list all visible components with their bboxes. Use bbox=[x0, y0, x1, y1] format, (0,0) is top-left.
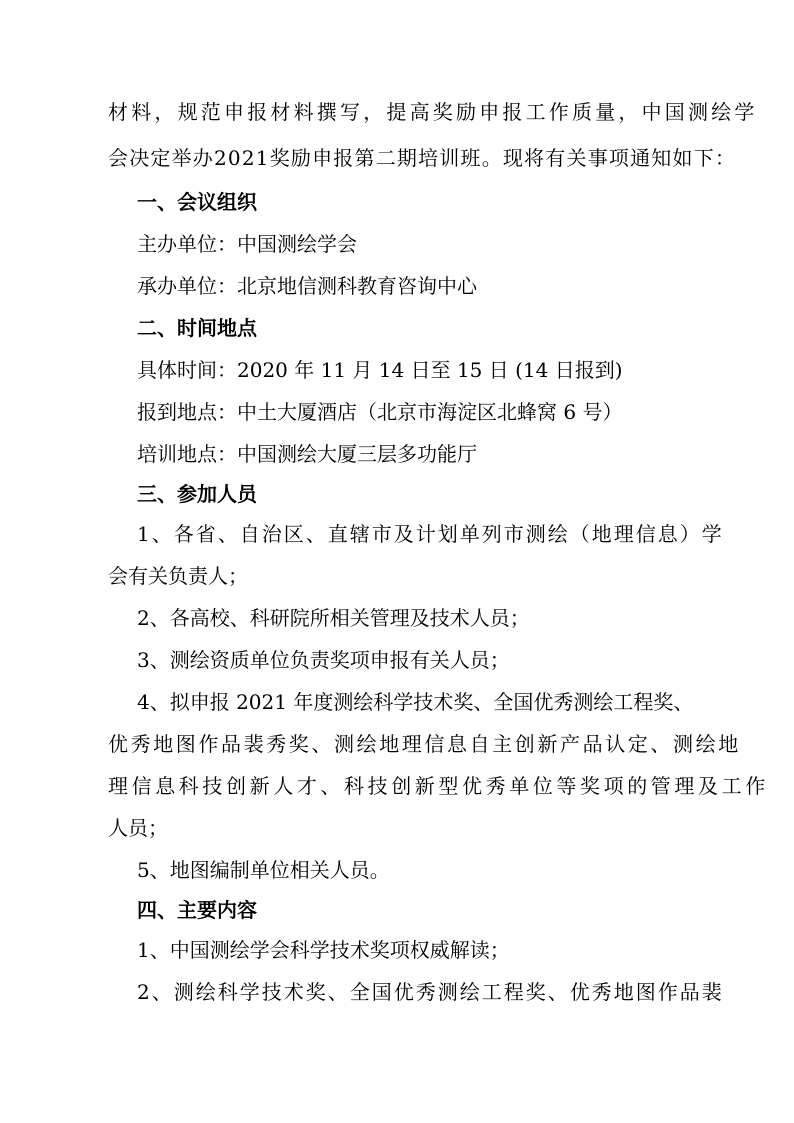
intro-line-2: 会决定举办2021奖励申报第二期培训班。现将有关事项通知如下： bbox=[108, 146, 737, 170]
participant-item-2: 2、各高校、科研院所相关管理及技术人员； bbox=[137, 606, 530, 630]
content-item-2-line-1: 2、测绘科学技术奖、全国优秀测绘工程奖、优秀地图作品裴 bbox=[137, 980, 724, 1004]
participant-item-4-line-4: 人员； bbox=[108, 816, 168, 840]
participant-item-4-line-3: 理信息科技创新人才、科技创新型优秀单位等奖项的管理及工作 bbox=[108, 774, 769, 798]
section-1-heading: 一、会议组织 bbox=[137, 190, 257, 214]
section-3-heading: 三、参加人员 bbox=[137, 482, 257, 506]
training-place: 培训地点：中国测绘大厦三层多功能厅 bbox=[137, 442, 477, 466]
participant-item-4-line-1: 4、拟申报 2021 年度测绘科学技术奖、全国优秀测绘工程奖、 bbox=[137, 690, 694, 714]
participant-item-1-line-1: 1、各省、自治区、直辖市及计划单列市测绘（地理信息）学 bbox=[137, 522, 724, 546]
host-unit: 主办单位：中国测绘学会 bbox=[137, 232, 357, 256]
section-4-heading: 四、主要内容 bbox=[137, 898, 257, 922]
participant-item-1-line-2: 会有关负责人； bbox=[108, 564, 248, 588]
section-2-heading: 二、时间地点 bbox=[137, 316, 257, 340]
participant-item-4-line-2: 优秀地图作品裴秀奖、测绘地理信息自主创新产品认定、测绘地 bbox=[108, 732, 741, 756]
intro-line-1: 材料，规范申报材料撰写，提高奖励申报工作质量，中国测绘学 bbox=[108, 100, 758, 124]
event-time: 具体时间：2020 年 11 月 14 日至 15 日 (14 日报到) bbox=[137, 358, 623, 382]
participant-item-5: 5、地图编制单位相关人员。 bbox=[137, 858, 390, 882]
content-item-1: 1、中国测绘学会科学技术奖项权威解读； bbox=[137, 938, 510, 962]
organizer-unit: 承办单位：北京地信测科教育咨询中心 bbox=[137, 274, 477, 298]
participant-item-3: 3、测绘资质单位负责奖项申报有关人员； bbox=[137, 648, 510, 672]
checkin-place: 报到地点：中土大厦酒店（北京市海淀区北蜂窝 6 号） bbox=[137, 400, 623, 424]
